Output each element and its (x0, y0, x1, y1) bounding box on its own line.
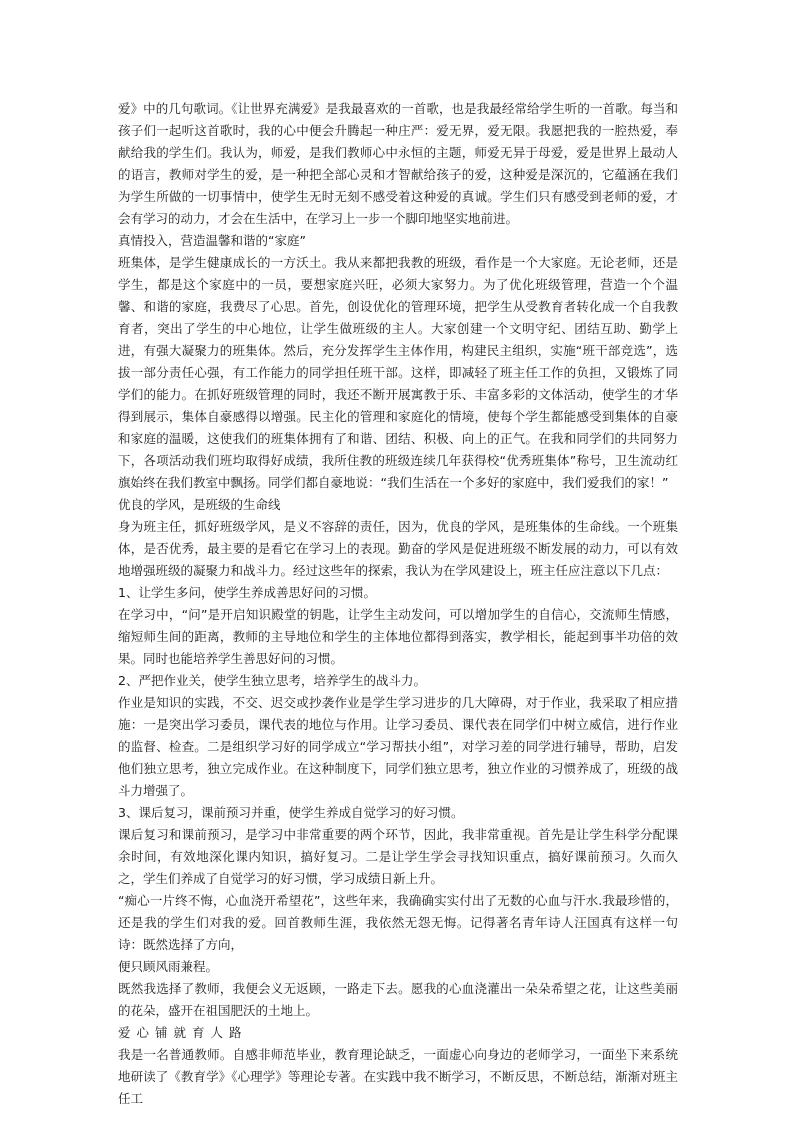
poem-line: 便只顾风雨兼程。 (118, 959, 219, 974)
section-title: 爱心铺就育人路 (118, 1025, 248, 1040)
heading-point-3: 3、课后复习，课前预习并重，使学生养成自觉学习的好习惯。 (118, 805, 464, 820)
heading-point-2: 2、严把作业关，使学生独立思考，培养学生的战斗力。 (118, 673, 426, 688)
paragraph-point-3: 课后复习和课前预习，是学习中非常重要的两个环节，因此，我非常重视。首先是让学生科学分配课余时间，有效地深化课内知识，搞好复习。二是让学生学会寻找知识重点，搞好课前预习。久而久之，学生们养成了自觉学习的好习惯，学习成绩日新上升。 (118, 827, 678, 886)
paragraph-intro-love: 爱》中的几句歌词。《让世界充满爱》是我最喜欢的一首歌，也是我最经常给学生听的一首歌。每当和孩子们一起听这首歌时，我的心中便会升腾起一种庄严：爱无界，爱无限。我愿把我的一腔热爱，奉献给我的学生们。我认为，师爱，是我们教师心中永恒的主题，师爱无异于母爱，爱是世界上最动人的语言，教师对学生的爱，是一种把全部心灵和才智献给孩子的爱，这种爱是深沉的，它蕴涵在我们为学生所做的一切事情中，使学生无时无刻不感受着这种爱的真诚。学生们只有感受到老师的爱，才会有学习的动力，才会在生活中，在学习上一步一个脚印地坚实地前进。 (118, 101, 678, 226)
paragraph-closing: 既然我选择了教师，我便会义无返顾，一路走下去。愿我的心血浇灌出一朵朵希望之花，让这些美丽的花朵，盛开在祖国肥沃的土地上。 (118, 981, 678, 1018)
document-page (118, 98, 678, 1110)
heading-study-style: 优良的学风，是班级的生命线 (118, 497, 281, 512)
heading-family: 真情投入，营造温馨和谐的“家庭” (118, 233, 306, 248)
heading-point-1: 1、让学生多问，使学生养成善思好问的习惯。 (118, 585, 376, 600)
paragraph-point-1: 在学习中，“问”是开启知识殿堂的钥匙，让学生主动发问，可以增加学生的自信心，交流师生情感，缩短师生间的距离，教师的主导地位和学生的主体地位都得到落实，教学相长，能起到事半功倍的效果。同时也能培养学生善思好问的习惯。 (118, 607, 678, 666)
paragraph-reflection: “痴心一片终不悔，心血浇开希望花”，这些年来，我确确实实付出了无数的心血与汗水.我最珍惜的，还是我的学生们对我的爱。回首教师生涯，我依然无怨无悔。记得著名青年诗人汪国真有这样一句诗：既然选择了方向， (118, 893, 678, 952)
paragraph-new-section: 我是一名普通教师。自感非师范毕业，教育理论缺乏，一面虚心向身边的老师学习，一面坐下来系统 地研读了《教育学》《心理学》等理论专著。在实践中我不断学习，不断反思，不断总结，渐渐对班主任工 (118, 1047, 678, 1106)
paragraph-point-2: 作业是知识的实践，不交、迟交或抄袭作业是学生学习进步的几大障碍，对于作业，我采取了相应措施：一是突出学习委员，课代表的地位与作用。让学习委员、课代表在同学们中树立威信，进行作业的监督、检查。二是组织学习好的同学成立“学习帮扶小组”，对学习差的同学进行辅导，帮助，启发他们独立思考，独立完成作业。在这种制度下，同学们独立思考，独立作业的习惯养成了，班级的战斗力增强了。 (118, 695, 678, 798)
paragraph-study-style: 身为班主任，抓好班级学风，是义不容辞的责任，因为，优良的学风，是班集体的生命线。一个班集体，是否优秀，最主要的是看它在学习上的表现。勤奋的学风是促进班级不断发展的动力，可以有效地增强班级的凝聚力和战斗力。经过这些年的探索，我认为在学风建设上，班主任应注意以下几点： (118, 519, 678, 578)
paragraph-class-family: 班集体，是学生健康成长的一方沃土。我从来都把我教的班级，看作是一个大家庭。无论老师，还是学生，都是这个家庭中的一员，要想家庭兴旺，必须大家努力。为了优化班级管理，营造一个个温馨、和谐的家庭，我费尽了心思。首先，创设优化的管理环境，把学生从受教育者转化成一个自我教育者，突出了学生的中心地位，让学生做班级的主人。大家创建一个文明守纪、团结互助、勤学上进，有强大凝聚力的班集体。然后，充分发挥学生主体作用，构建民主组织，实施“班干部竞选”，选拔一部分责任心强，有工作能力的同学担任班干部。这样，即减轻了班主任工作的负担，又锻炼了同学们的能力。在抓好班级管理的同时，我还不断开展寓教于乐、丰富多彩的文体活动，使学生的才华得到展示，集体自豪感得以增强。民主化的管理和家庭化的情境，使每个学生都能感受到集体的自豪和家庭的温暖，这使我们的班集体拥有了和谐、团结、积极、向上的正气。在我和同学们的共同努力下，各项活动我们班均取得好成绩，我所住教的班级连续几年获得校“优秀班集体”称号，卫生流动红旗始终在我们教室中飘扬。同学们都自豪地说：“我们生活在一个多好的家庭中，我们爱我们的家！” (118, 255, 678, 490)
